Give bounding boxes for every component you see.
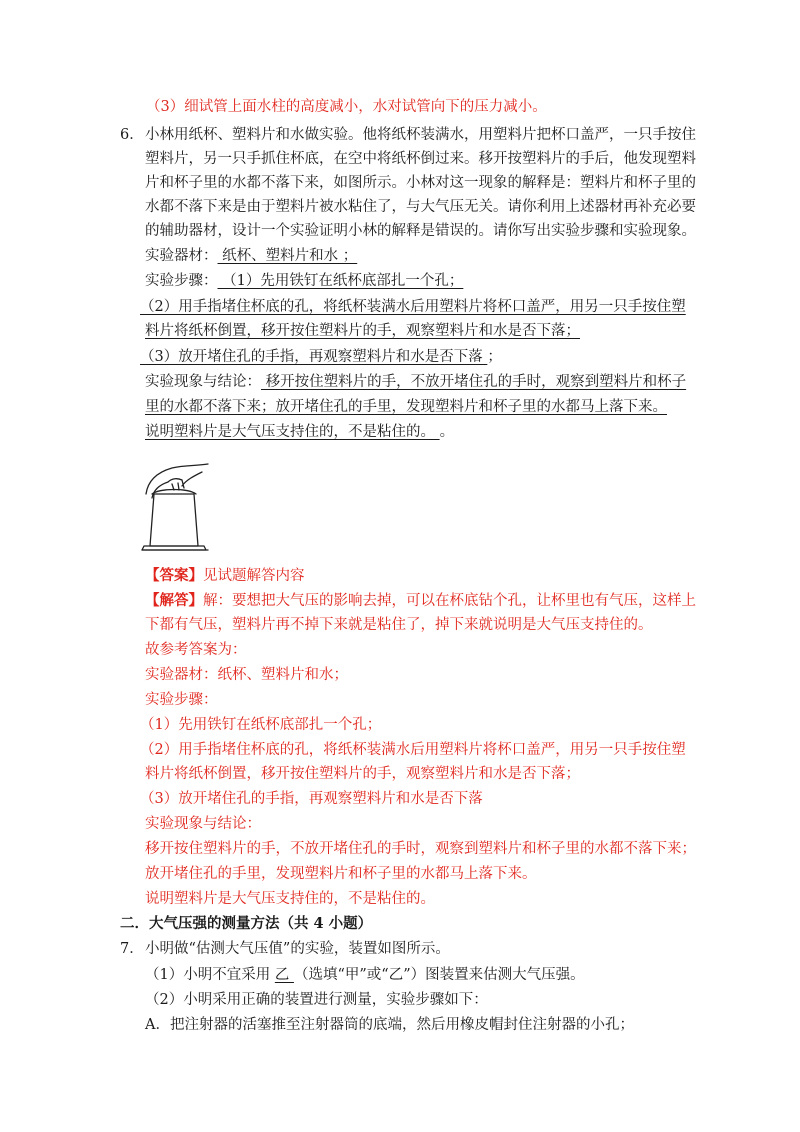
q6-step-3-end: ； [487, 349, 502, 365]
q7-part-1-answer: 乙 [274, 967, 294, 983]
q6-stem-line-5: 的辅助器材，设计一个实验证明小林的解释是错误的。请你写出实验步骤和实验现象。 [145, 223, 696, 239]
analysis-line-11: 移开按住塑料片的手，不放开堵住孔的手时，观察到塑料片和杯子里的水都不落下来； [145, 841, 696, 857]
q6-step-2b: 料片将纸杯倒置，移开按住塑料片的手，观察塑料片和水是否下落； [145, 323, 580, 339]
q6-stem-line-3: 片和杯子里的水都不落下来，如图所示。小林对这一现象的解释是：塑料片和杯子里的 [145, 175, 696, 191]
q7-part-2: （2）小明采用正确的装置进行测量，实验步骤如下： [145, 992, 488, 1008]
q6-equipment-value: 纸杯、塑料片和水 ； [217, 248, 358, 264]
analysis-line-4: 实验器材：纸杯、塑料片和水； [145, 667, 348, 683]
answer-line [145, 566, 305, 586]
q6-phenomenon-label: 实验现象与结论： [145, 374, 261, 390]
analysis-line-2: 下都有气压，塑料片再不掉下来就是粘住了，掉下来就说明是大气压支持住的。 [145, 617, 653, 633]
q7-number: 7． [120, 941, 144, 957]
q6-step-1: （1）先用铁钉在纸杯底部扎一个孔； [217, 273, 464, 289]
cup-body [150, 494, 198, 546]
q6-step-3-text: （3）放开堵住孔的手指，再观察塑料片和水是否下落 [140, 349, 488, 365]
analysis-tag: 【解答】 [145, 592, 203, 609]
q6-number: 6． [120, 127, 144, 143]
q6-phenomenon-1: 移开按住塑料片的手，不放开堵住孔的手时，观察到塑料片和杯子 [261, 374, 687, 390]
q6-steps [145, 271, 463, 291]
analysis-line-1 [145, 591, 696, 611]
analysis-line-10: 实验现象与结论： [145, 816, 261, 832]
analysis-line-5: 实验步骤： [145, 692, 218, 708]
q6-phenomenon [145, 372, 686, 392]
analysis-text-1: 解：要想把大气压的影响去掉，可以在杯底钻个孔，让杯里也有气压，这样上 [203, 593, 696, 609]
analysis-line-7: （2）用手指堵住杯底的孔，将纸杯装满水后用塑料片将杯口盖严，用另一只手按住塑 [140, 742, 686, 758]
q7-part-1 [145, 965, 585, 985]
analysis-line-8: 料片将纸杯倒置，移开按住塑料片的手，观察塑料片和水是否下落； [145, 766, 580, 782]
q6-step-2a: （2）用手指堵住杯底的孔，将纸杯装满水后用塑料片将杯口盖严，用另一只手按住塑 [140, 299, 686, 315]
inverted-cup-figure [138, 458, 218, 558]
q6-stem-line-2: 塑料片，另一只手抓住杯底，在空中将纸杯倒过来。移开按塑料片的手后，他发现塑料 [145, 151, 696, 167]
hand-drawing [146, 464, 208, 498]
section-2-title: 二．大气压强的测量方法（共 4 小题） [120, 915, 373, 932]
q6-phenomenon-3-text: 说明塑料片是大气压支持住的，不是粘住的。 [145, 424, 440, 440]
q7-part-1-post: （选填“甲”或“乙”）图装置来估测大气压强。 [293, 967, 585, 983]
prev-answer-line-3: （3）细试管上面水柱的高度减小，水对试管向下的压力减小。 [146, 99, 547, 115]
q7-step-a: A．把注射器的活塞推至注射器筒的底端，然后用橡皮帽封住注射器的小孔； [145, 1017, 634, 1033]
analysis-line-9: （3）放开堵住孔的手指，再观察塑料片和水是否下落 [140, 791, 483, 807]
analysis-line-12: 放开堵住孔的手里，发现塑料片和杯子里的水都马上落下来。 [145, 866, 537, 882]
answer-text: 见试题解答内容 [203, 568, 305, 584]
q6-phenomenon-2: 里的水都不落下来；放开堵住孔的手里，发现塑料片和杯子里的水都马上落下来。 [145, 399, 667, 415]
q6-equipment-label: 实验器材： [145, 248, 218, 264]
analysis-line-3: 故参考答案为： [145, 642, 247, 658]
q7-stem: 小明做“估测大气压值”的实验，装置如图所示。 [145, 941, 450, 957]
q6-equipment [145, 246, 357, 266]
q6-stem-line-4: 水都不落下来是由于塑料片被水粘住了，与大气压无关。请你利用上述器材再补充必要 [145, 199, 696, 215]
q6-stem-line-1: 小林用纸杯、塑料片和水做实验。他将纸杯装满水，用塑料片把杯口盖严，一只手按住 [145, 127, 696, 143]
answer-tag: 【答案】 [145, 567, 203, 584]
analysis-line-6: （1）先用铁钉在纸杯底部扎一个孔； [140, 717, 382, 733]
q6-phenomenon-3 [145, 422, 454, 442]
q6-step-3 [140, 347, 502, 367]
q6-steps-label: 实验步骤： [145, 273, 218, 289]
q6-phenomenon-3-end: 。 [439, 424, 455, 440]
analysis-line-13: 说明塑料片是大气压支持住的，不是粘住的。 [145, 891, 435, 907]
q7-part-1-pre: （1）小明不宜采用 [145, 967, 275, 983]
